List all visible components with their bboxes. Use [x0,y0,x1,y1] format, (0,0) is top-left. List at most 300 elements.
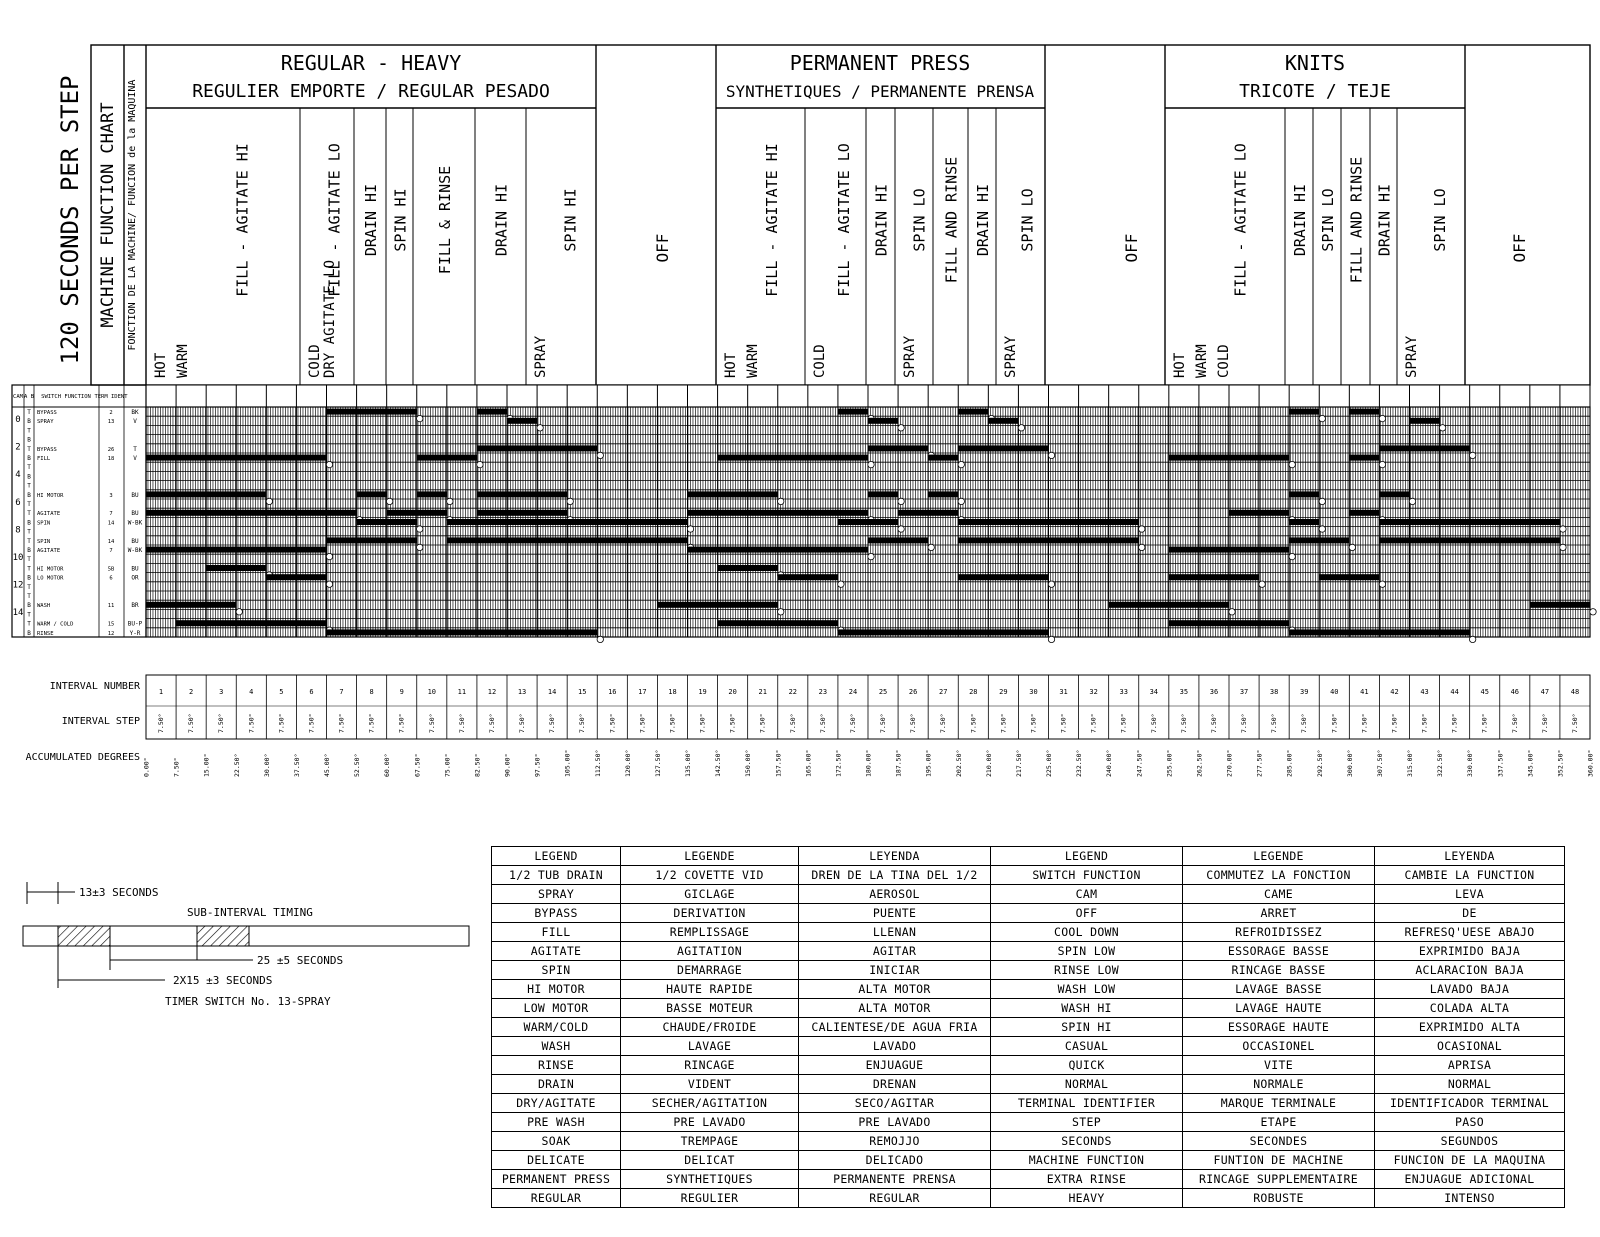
legend-cell: RINCAGE BASSE [1183,961,1375,980]
switch-point-marker [1048,636,1054,642]
interval-number: 6 [309,688,314,696]
legend-cell: LEVA [1375,885,1565,904]
switch-point-marker [1560,544,1566,550]
legend-cell: CAME [1183,885,1375,904]
step-label: SPIN HI [561,188,580,252]
accumulated-degree: 300.00° [1345,749,1354,777]
legend-cell: SOAK [492,1132,621,1151]
interval-step-value: 7.50° [698,713,707,733]
interval-step-value: 7.50° [487,713,496,733]
step-sublabel: WARM [175,344,191,378]
legend-cell: LEYENDA [1375,847,1565,866]
step-sublabel: HOT [1172,352,1188,378]
cam-number: 6 [15,497,21,508]
step-sublabel: WARM [745,344,761,378]
step-sublabel: DRY AGITATE LO [321,259,338,378]
legend-cell: ALTA MOTOR [799,980,991,999]
interval-step-value: 7.50° [999,713,1008,733]
interval-step-value: 7.50° [578,713,587,733]
cam-bar [1379,445,1469,451]
switch-row-ab: B [27,418,31,426]
switch-row-ab: T [27,593,31,600]
step-label: FILL - AGITATE LO [834,143,853,297]
step-label: FILL - AGITATE HI [233,143,252,297]
switch-point-marker [417,415,423,421]
legend-cell: ROBUSTE [1183,1189,1375,1208]
legend-cell: OCASIONAL [1375,1037,1565,1056]
legend-cell: LEGEND [991,847,1183,866]
legend-row [492,942,1565,961]
switch-table-frame [12,385,146,637]
cam-bar [507,418,537,424]
interval-number: 25 [878,688,888,696]
switch-row-term: 14 [107,520,115,527]
cam-bar [868,537,928,543]
switch-row-function: FILL [37,456,51,462]
interval-number: 16 [608,688,617,696]
switch-row-wire: BK [131,409,139,416]
off-label-3: OFF [1510,233,1529,263]
timing-13-seconds: 13±3 SECONDS [79,886,159,899]
interval-number: 38 [1269,688,1279,696]
switch-row-function: BYPASS [37,446,57,453]
legend-cell: ENJUAGUE ADICIONAL [1375,1170,1565,1189]
accumulated-degree: 195.00° [924,749,933,777]
switch-point-marker [898,425,904,431]
switch-row-ab: B [27,547,31,554]
legend-cell: DRAIN [492,1075,621,1094]
legend-cell: TREMPAGE [621,1132,799,1151]
interval-number: 36 [1209,688,1219,696]
interval-step-value: 7.50° [728,713,737,733]
interval-step-value: 7.50° [1029,713,1038,733]
interval-number: 24 [848,688,858,696]
interval-step-value: 7.50° [1360,713,1369,733]
cam-bar [868,491,898,497]
legend-cell: PUENTE [799,904,991,923]
switch-point-marker [1229,609,1235,615]
legend-cell: VITE [1183,1056,1375,1075]
accumulated-degree: 232.50° [1075,749,1084,777]
accumulated-degree: 75.00° [443,753,452,777]
switch-row-wire: V [133,455,137,462]
timing-switch-note: TIMER SWITCH No. 13-SPRAY [165,995,331,1008]
cam-bar [1169,574,1259,580]
interval-number: 37 [1239,688,1249,696]
step-label: SPIN LO [1431,188,1450,252]
interval-number: 11 [457,688,467,696]
switch-point-marker [1319,526,1325,532]
accumulated-degree: 247.50° [1135,749,1144,777]
legend-cell: HEAVY [991,1189,1183,1208]
switch-row-wire: BU-P [127,620,143,628]
legend-cell: ESSORAGE HAUTE [1183,1018,1375,1037]
interval-step-value: 7.50° [1149,713,1158,733]
step-label: FILL - AGITATE LO [1231,143,1250,297]
legend-row [492,1094,1565,1113]
legend-cell: DELICATE [492,1151,621,1170]
header-switch-function: SWITCH FUNCTION [41,394,91,400]
legend-row [492,1151,1565,1170]
interval-number: 26 [908,688,918,696]
cam-bar [838,629,1049,635]
step-sublabel: HOT [153,352,169,378]
switch-point-marker [1259,581,1265,587]
side-subtitle-2: FONCTION DE LA MACHINE/ FUNCION de la MAQUINA [127,79,138,351]
accumulated-degree: 180.00° [864,749,873,777]
switch-row-term: 2 [109,410,113,416]
interval-step-value: 7.50° [1420,713,1429,733]
cam-bar [1289,519,1319,525]
legend-cell: 1/2 TUB DRAIN [492,866,621,885]
switch-point-marker [1409,498,1415,504]
switch-point-marker [898,498,904,504]
legend-cell: WASH HI [991,999,1183,1018]
interval-step-value: 7.50° [548,713,557,733]
switch-point-marker [838,581,844,587]
switch-row-term: 14 [107,538,115,545]
legend-cell: CHAUDE/FROIDE [621,1018,799,1037]
switch-point-marker [958,498,964,504]
legend-cell: RINSE [492,1056,621,1075]
switch-row-wire: W-BK [127,519,143,527]
side-subtitle-1: MACHINE FUNCTION CHART [98,102,118,328]
interval-number: 47 [1540,688,1550,696]
accumulated-degree: 150.00° [744,749,753,777]
switch-row-ab: T [27,482,31,490]
cam-bar [327,409,417,415]
cam-bar [1109,602,1229,608]
switch-point-marker [1560,526,1566,532]
switch-point-marker [1289,461,1295,467]
legend-table [491,846,1565,1208]
legend-cell: HAUTE RAPIDE [621,980,799,999]
cam-bar [1379,491,1409,497]
cam-bar [266,574,326,580]
step-label: DRAIN HI [974,183,992,257]
step-label: FILL - AGITATE HI [763,143,782,297]
cam-bar [206,565,266,571]
legend-cell: EXPRIMIDO BAJA [1375,942,1565,961]
interval-number: 39 [1299,688,1309,696]
accumulated-degree: 172.50° [834,749,843,777]
step-sublabel: HOT [723,352,739,378]
switch-row-term: 18 [107,456,115,462]
cam-bar [146,602,236,608]
cam-bar [928,491,958,497]
interval-step-value: 7.50° [157,713,166,733]
switch-point-marker [1139,526,1145,532]
legend-row [492,866,1565,885]
legend-cell: EXPRIMIDO ALTA [1375,1018,1565,1037]
legend-cell: ENJUAGUE [799,1056,991,1075]
legend-cell: ACLARACION BAJA [1375,961,1565,980]
interval-axis [26,675,1595,777]
legend-cell: LEYENDA [799,847,991,866]
step-label: DRAIN HI [1375,183,1394,257]
interval-step-value: 7.50° [367,713,376,733]
interval-number: 32 [1089,688,1098,696]
legend-cell: WASH LOW [991,980,1183,999]
accumulated-degree: 67.50° [413,753,422,777]
interval-step-value: 7.50° [1270,713,1279,733]
legend-cell: DRENAN [799,1075,991,1094]
interval-number: 2 [189,688,194,696]
switch-point-marker [1379,581,1385,587]
cam-bar [838,409,868,415]
interval-step-label: INTERVAL STEP [61,716,140,727]
cam-bar [1410,418,1440,424]
interval-number: 29 [999,688,1008,696]
interval-step-value: 7.50° [247,713,256,733]
switch-row-ab: B [27,491,31,499]
cycle-subtitle-permpress: SYNTHETIQUES / PERMANENTE PRENSA [725,82,1035,101]
cam-bar [657,602,777,608]
interval-number: 46 [1510,688,1520,696]
accumulated-degree: 330.00° [1466,749,1475,777]
switch-point-marker [868,461,874,467]
step-label: FILL - AGITATE LO [325,143,344,297]
legend-cell: AGITATE [492,942,621,961]
interval-step-value: 7.50° [1179,713,1188,733]
legend-row [492,1075,1565,1094]
legend-cell: FUNTION DE MACHINE [1183,1151,1375,1170]
cam-bar [958,574,1048,580]
interval-number: 14 [547,688,557,696]
interval-step-value: 7.50° [909,713,918,733]
switch-point-marker [326,461,332,467]
legend-cell: REFRESQ'UESE ABAJO [1375,923,1565,942]
legend-cell: SPRAY [492,885,621,904]
switch-point-marker [326,553,332,559]
legend-cell: REGULAR [799,1189,991,1208]
accumulated-degree: 37.50° [292,753,301,777]
cam-bar [176,620,326,626]
switch-point-marker [266,498,272,504]
legend-cell: ETAPE [1183,1113,1375,1132]
cam-bar [688,547,869,553]
accumulated-degree: 337.50° [1496,749,1505,777]
cycle-subtitle-knits: TRICOTE / TEJE [1239,81,1391,102]
interval-number: 15 [577,688,587,696]
interval-step-value: 7.50° [307,713,316,733]
interval-number: 41 [1360,688,1369,696]
interval-number: 31 [1059,688,1068,696]
cam-number: 2 [15,442,21,453]
legend-cell: TERMINAL IDENTIFIER [991,1094,1183,1113]
interval-step-value: 7.50° [1570,713,1579,733]
switch-row-function: BYPASS [37,410,57,416]
switch-row-function: LO MOTOR [37,575,64,582]
legend-cell: SECONDES [1183,1132,1375,1151]
interval-number: 9 [399,688,404,696]
interval-step-value: 7.50° [848,713,857,733]
legend-cell: REGULAR [492,1189,621,1208]
legend-cell: ESSORAGE BASSE [1183,942,1375,961]
legend-cell: SPIN LOW [991,942,1183,961]
legend-cell: RINCAGE [621,1056,799,1075]
interval-number: 17 [638,688,647,696]
legend-cell: SPIN [492,961,621,980]
switch-row-ab: T [27,583,31,591]
cam-number: 8 [15,525,21,536]
interval-step-value: 7.50° [1300,713,1309,733]
legend-cell: SEGUNDOS [1375,1132,1565,1151]
accumulated-degree: 225.00° [1045,749,1053,777]
step-label: DRAIN HI [362,183,380,257]
legend-cell: NORMAL [1375,1075,1565,1094]
legend-cell: PASO [1375,1113,1565,1132]
switch-row-term: 13 [107,419,115,426]
cycle-title-knits: KNITS [1284,51,1346,75]
accumulated-degree: 285.00° [1285,749,1294,777]
legend-cell: LEGEND [492,847,621,866]
accumulated-degree: 217.50° [1014,749,1023,777]
accumulated-degree: 105.00° [563,749,572,777]
switch-row-function: SPIN [37,520,51,527]
legend-cell: LOW MOTOR [492,999,621,1018]
cam-bar [1319,574,1379,580]
accumulated-degree: 210.00° [984,749,993,777]
switch-row-wire: BU [131,510,139,518]
step-sublabel: COLD [812,344,828,378]
switch-row-function: HI MOTOR [37,492,64,499]
legend-cell: CAM [991,885,1183,904]
legend-cell: DERIVATION [621,904,799,923]
step-label: SPIN LO [1018,188,1037,252]
switch-point-marker [898,526,904,532]
switch-point-marker [1018,425,1024,431]
cam-number: 4 [15,470,21,481]
legend-cell: INICIAR [799,961,991,980]
legend-cell: WASH [492,1037,621,1056]
switch-point-marker [1469,452,1475,458]
cam-bar [1169,455,1289,461]
switch-row-function: WARM / COLD [37,621,74,628]
timing-25-seconds: 25 ±5 SECONDS [257,954,344,967]
legend-cell: LAVAGE HAUTE [1183,999,1375,1018]
switch-row-wire: BU [131,537,139,545]
legend-cell: RINCAGE SUPPLEMENTAIRE [1183,1170,1375,1189]
accumulated-degree: 255.00° [1165,749,1174,777]
interval-number: 33 [1119,688,1128,696]
interval-number: 48 [1570,688,1580,696]
accumulated-degree: 7.50° [172,757,181,777]
switch-row-function: SPRAY [37,419,54,426]
switch-point-marker [1289,553,1295,559]
legend-row [492,1189,1565,1208]
accumulated-degree: 30.00° [262,753,271,777]
switch-row-ab: T [27,611,31,619]
cam-bar [447,537,688,543]
interval-number: 8 [369,688,374,696]
legend-row [492,885,1565,904]
cam-bar [688,510,869,516]
interval-step-value: 7.50° [1540,713,1549,733]
cam-bar [958,519,1139,525]
interval-step-value: 7.50° [758,713,767,733]
accumulated-degree: 307.50° [1375,749,1384,777]
switch-row-ab: T [27,620,31,628]
legend-cell: LEGENDE [621,847,799,866]
legend-cell: SYNTHETIQUES [621,1170,799,1189]
cam-bar [417,491,447,497]
legend-cell: SECHER/AGITATION [621,1094,799,1113]
cam-bar [146,491,266,497]
switch-point-marker [417,526,423,532]
cam-bar [1169,620,1289,626]
legend-cell: FUNCION DE LA MAQUINA [1375,1151,1565,1170]
accumulated-degree: 187.50° [894,749,903,777]
accumulated-degree: 142.50° [714,749,723,777]
accumulated-degrees-label: ACCUMULATED DEGREES [25,752,140,763]
accumulated-degree: 262.50° [1195,749,1204,777]
interval-number: 45 [1480,688,1489,696]
interval-number: 1 [158,688,164,696]
switch-point-marker [1048,581,1054,587]
legend-row [492,1018,1565,1037]
interval-step-value: 7.50° [1330,713,1339,733]
cam-bar [868,445,928,451]
switch-row-ab: T [27,409,31,416]
legend-row [492,980,1565,999]
cam-bar [1379,537,1560,543]
legend-cell: NORMAL [991,1075,1183,1094]
interval-step-value: 7.50° [879,713,888,733]
legend-cell: GICLAGE [621,885,799,904]
switch-row-function: HI MOTOR [37,566,64,573]
switch-row-ab: T [27,464,31,472]
cam-bar [146,547,327,553]
legend-cell: COOL DOWN [991,923,1183,942]
switch-row-function: AGITATE [37,548,61,554]
cam-bar [477,510,567,516]
legend-row [492,999,1565,1018]
switch-row-wire: OR [131,574,139,582]
legend-cell: ARRET [1183,904,1375,923]
switch-point-marker [447,498,453,504]
switch-table [12,385,146,637]
legend-cell: PERMANENTE PRENSA [799,1170,991,1189]
switch-point-marker [1590,609,1596,615]
step-label: SPIN HI [391,188,410,252]
legend-row [492,904,1565,923]
cam-grid [146,385,1596,643]
legend-cell: APRISA [1375,1056,1565,1075]
legend-cell: LAVADO [799,1037,991,1056]
legend-row [492,1113,1565,1132]
interval-number: 22 [788,688,798,696]
switch-row-wire: BU [131,491,139,499]
legend-row [492,1056,1565,1075]
cam-bar [327,537,417,543]
cam-bar [718,620,838,626]
interval-step-value: 7.50° [788,713,797,733]
header-cam: CAM [13,394,23,400]
legend-cell: OFF [991,904,1183,923]
accumulated-degree: 22.50° [232,753,241,777]
interval-number: 40 [1330,688,1339,696]
legend-cell: RINSE LOW [991,961,1183,980]
legend-cell: DELICAT [621,1151,799,1170]
step-sublabel: SPRAY [533,335,549,378]
legend-row [492,1170,1565,1189]
interval-step-value: 7.50° [277,713,286,733]
interval-step-value: 7.50° [217,713,226,733]
legend-cell: LLENAN [799,923,991,942]
side-title: 120 SECONDS PER STEP [56,75,84,365]
legend-cell: PRE WASH [492,1113,621,1132]
